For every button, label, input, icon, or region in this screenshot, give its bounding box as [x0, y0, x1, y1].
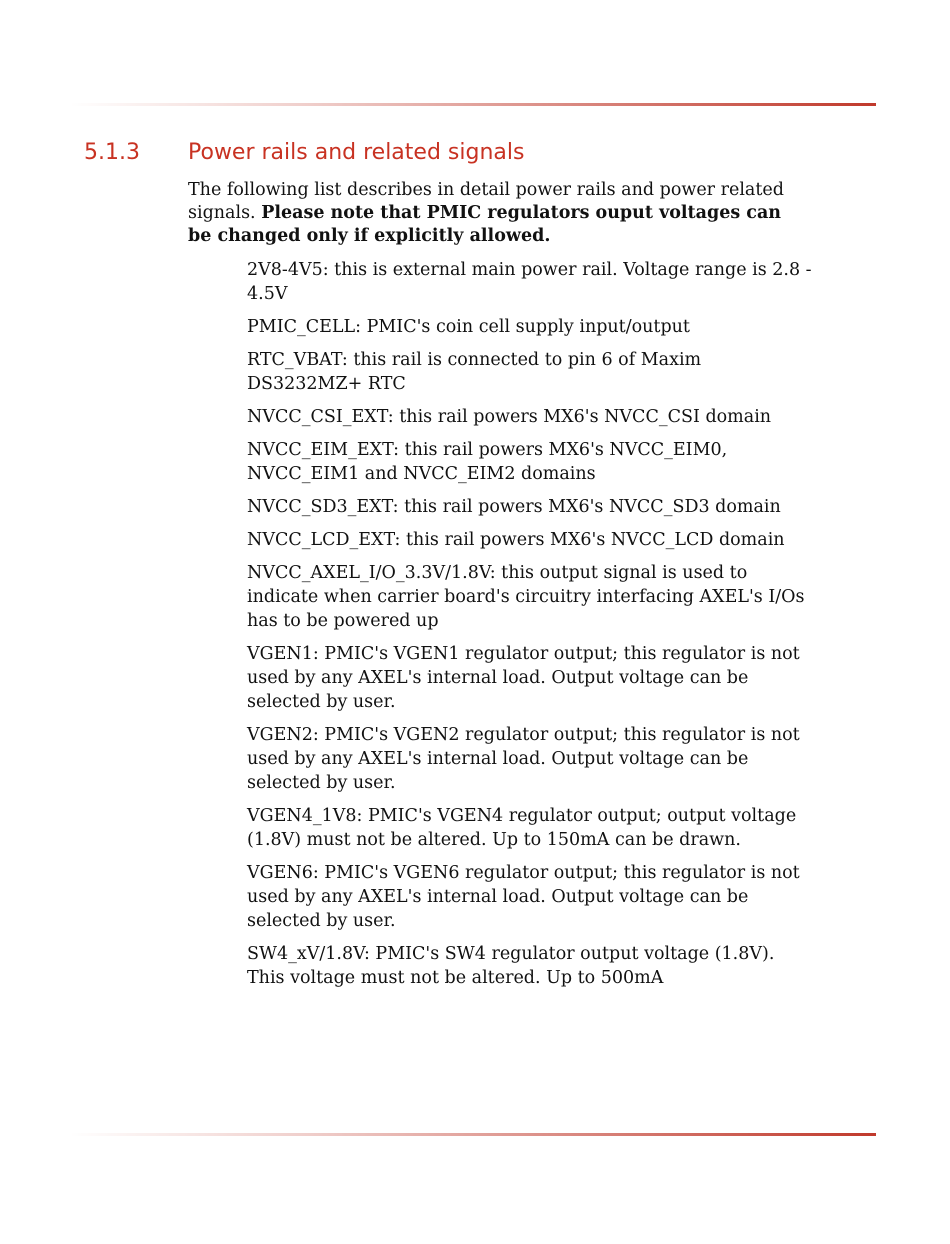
section-title: Power rails and related signals	[188, 140, 525, 165]
list-item: NVCC_LCD_EXT: this rail powers MX6's NVCC_LCD domain	[247, 530, 785, 550]
list-item: VGEN2: PMIC's VGEN2 regulator output; this regulator is not used by any AXEL's internal load. Output voltage can be selected by user.	[247, 725, 800, 793]
section-heading	[84, 140, 884, 165]
list-item: VGEN4_1V8: PMIC's VGEN4 regulator output; output voltage (1.8V) must not be altered. Up to 150mA can be drawn.	[247, 806, 797, 850]
list-item: VGEN6: PMIC's VGEN6 regulator output; this regulator is not used by any AXEL's internal load. Output voltage can be selected by user.	[247, 863, 800, 931]
list-item: NVCC_EIM_EXT: this rail powers MX6's NVCC_EIM0, NVCC_EIM1 and NVCC_EIM2 domains	[247, 440, 728, 484]
section-number: 5.1.3	[84, 140, 140, 165]
list-item: NVCC_AXEL_I/O_3.3V/1.8V: this output signal is used to indicate when carrier board's circuitry interfacing AXEL's I/Os has to be powered up	[247, 563, 805, 631]
list-item: VGEN1: PMIC's VGEN1 regulator output; this regulator is not used by any AXEL's internal load. Output voltage can be selected by user.	[247, 644, 800, 712]
list-item: RTC_VBAT: this rail is connected to pin 6 of Maxim DS3232MZ+ RTC	[247, 350, 702, 394]
list-item: 2V8-4V5: this is external main power rail. Voltage range is 2.8 - 4.5V	[247, 260, 812, 304]
list-item: NVCC_SD3_EXT: this rail powers MX6's NVCC_SD3 domain	[247, 497, 781, 517]
header-rule	[70, 103, 876, 106]
list-item: PMIC_CELL: PMIC's coin cell supply input/output	[247, 317, 690, 337]
intro-bold-note: Please note that PMIC regulators ouput voltages can be changed only if explicitly allowed.	[188, 203, 782, 246]
list-item: NVCC_CSI_EXT: this rail powers MX6's NVCC_CSI domain	[247, 407, 772, 427]
power-rail-list	[247, 258, 812, 999]
list-item: SW4_xV/1.8V: PMIC's SW4 regulator output voltage (1.8V). This voltage must not be altered. Up to 500mA	[247, 944, 775, 988]
intro-paragraph	[188, 179, 788, 248]
footer-rule	[70, 1133, 876, 1136]
intro-text: The following list describes in detail power rails and power related signals.	[188, 180, 784, 223]
